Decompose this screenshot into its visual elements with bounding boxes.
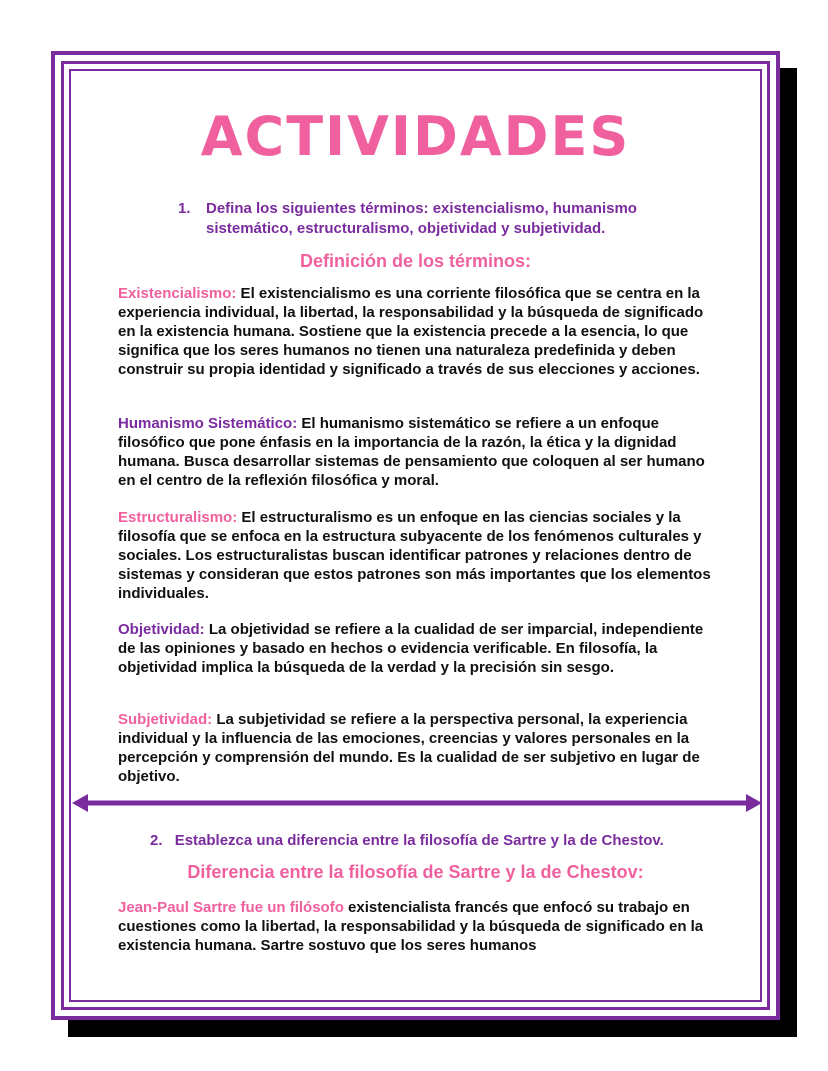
question-1 xyxy=(178,199,698,239)
definition-subjetividad xyxy=(118,710,718,786)
sartre-paragraph xyxy=(118,898,718,955)
term-humanismo: Humanismo Sistemático: xyxy=(118,415,298,432)
term-subjetividad: Subjetividad: xyxy=(118,711,213,728)
question-1-number: 1. xyxy=(178,200,191,217)
divider-arrowhead-right xyxy=(746,794,762,812)
definition-existencialismo xyxy=(118,284,718,379)
definition-humanismo xyxy=(118,414,718,490)
term-existencialismo: Existencialismo: xyxy=(118,285,237,302)
question-1-text: Defina los siguientes términos: existencialismo, humanismo sistemático, estructuralismo, objetividad y subjetividad. xyxy=(206,200,637,237)
divider-arrowhead-left xyxy=(72,794,88,812)
definition-objetividad xyxy=(118,620,718,677)
definition-text-estructuralismo: El estructuralismo es un enfoque en las ciencias sociales y la filosofía que se enfoca en la estructura subyacente de los fenómenos culturales y sociales. Los estructuralistas buscan identificar patrones y relaciones dentro de sistemas y consideran que estos patrones son más importantes que los elementos individuales. xyxy=(118,509,711,602)
section-1-heading: Definición de los términos: xyxy=(299,251,532,271)
definition-text-existencialismo: El existencialismo es una corriente filosófica que se centra en la experiencia individual, la libertad, la responsabilidad y la búsqueda de significado en la existencia humana. Sostiene que la existencia precede a la esencia, lo que significa que los seres humanos no tienen una naturaleza predefinida y deben construir su propia identidad y significado a través de sus elecciones y acciones. xyxy=(118,285,704,378)
section-2-heading: Diferencia entre la filosofía de Sartre y la de Chestov: xyxy=(187,862,644,882)
definition-text-subjetividad: La subjetividad se refiere a la perspectiva personal, la experiencia individual y la influencia de las emociones, creencias y valores personales en la percepción y comprensión del mundo. Es la cualidad de ser subjetivo en lugar de objetivo. xyxy=(118,711,700,785)
term-objetividad: Objetividad: xyxy=(118,621,205,638)
definition-estructuralismo xyxy=(118,508,718,603)
term-estructuralismo: Estructuralismo: xyxy=(118,509,238,526)
double-arrow-divider xyxy=(72,794,762,812)
definition-text-objetividad: La objetividad se refiere a la cualidad de ser imparcial, independiente de las opiniones y basado en hechos o evidencia verificable. En filosofía, la objetividad implica la búsqueda de la verdad y la precisión sin sesgo. xyxy=(118,621,704,676)
question-2-number: 2. xyxy=(150,832,163,849)
question-2 xyxy=(150,831,750,851)
question-2-text: Establezca una diferencia entre la filosofía de Sartre y la de Chestov. xyxy=(174,832,664,849)
sartre-text: existencialista francés que enfocó su trabajo en cuestiones como la libertad, la responsabilidad y la búsqueda de significado en la existencia humana. Sartre sostuvo que los seres humanos xyxy=(118,899,704,954)
page-title: ACTIVIDADES xyxy=(200,105,631,168)
definition-text-humanismo: El humanismo sistemático se refiere a un enfoque filosófico que pone énfasis en la importancia de la razón, la ética y la dignidad humana. Busca desarrollar sistemas de pensamiento que coloquen al ser humano en el centro de la reflexión filosófica y moral. xyxy=(118,415,705,489)
sartre-lead: Jean-Paul Sartre fue un filósofo xyxy=(118,899,344,916)
